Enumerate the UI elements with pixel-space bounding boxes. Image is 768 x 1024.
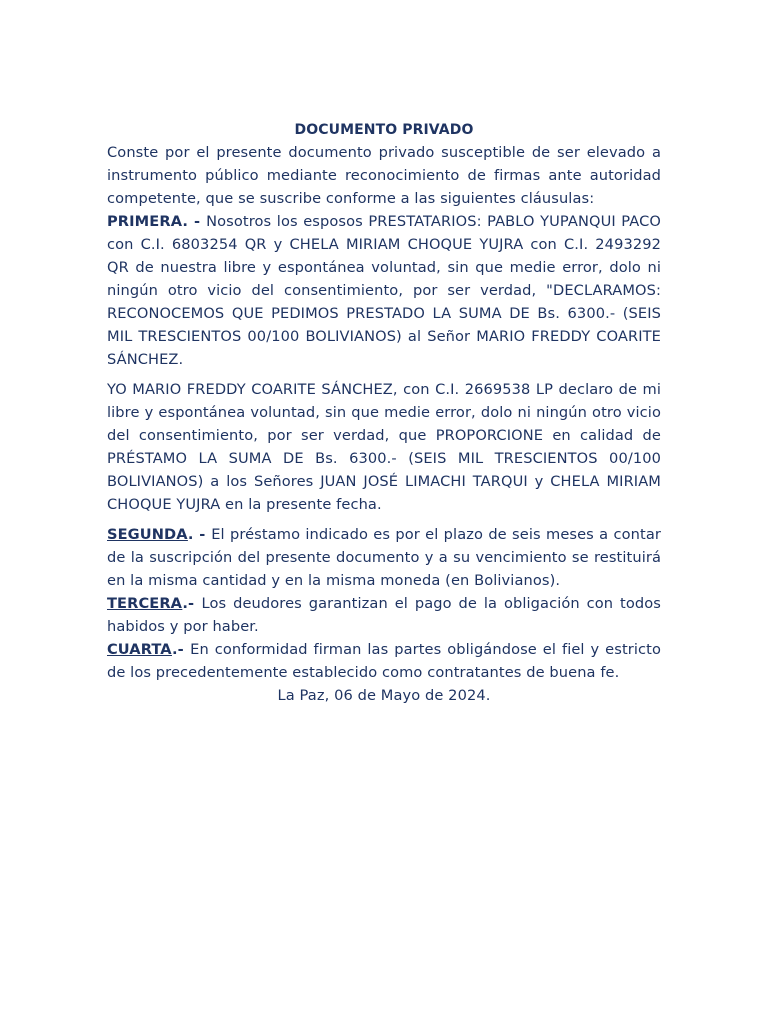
intro-text: Conste por el presente documento privado susceptible de ser elevado a instrumento público mediante reconocimiento de firmas ante autoridad competente, que se suscribe conforme a las siguientes cláusulas: xyxy=(107,144,661,207)
lender-declaration xyxy=(107,378,661,516)
lender-declaration-text: YO MARIO FREDDY COARITE SÁNCHEZ, con C.I. 2669538 LP declaro de mi libre y espontánea voluntad, sin que medie error, dolo ni ningún otro vicio del consentimiento, por ser verdad, que PROPORCIONE en calidad de PRÉSTAMO LA SUMA DE Bs. 6300.- (SEIS MIL TRESCIENTOS 00/100 BOLIVIANOS) a los Señores JUAN JOSÉ LIMACHI TARQUI y CHELA MIRIAM CHOQUE YUJRA en la presente fecha. xyxy=(107,381,661,513)
clause-tercera-separator: .- xyxy=(182,595,202,612)
clause-tercera-text: Los deudores garantizan el pago de la obligación con todos habidos y por haber. xyxy=(107,595,662,635)
clause-cuarta-label: CUARTA xyxy=(107,641,172,658)
clause-segunda-label: SEGUNDA xyxy=(107,526,188,543)
document-title: DOCUMENTO PRIVADO xyxy=(294,122,474,138)
clause-cuarta xyxy=(107,638,661,684)
clause-primera-text: Nosotros los esposos PRESTATARIOS: PABLO YUPANQUI PACO con C.I. 6803254 QR y CHELA MIRIAM CHOQUE YUJRA con C.I. 2493292 QR de nuestra libre y espontánea voluntad, sin que medie error, dolo ni ningún otro vicio del consentimiento, por ser verdad, "DECLARAMOS: RECONOCEMOS QUE PEDIMOS PRESTADO LA SUMA DE Bs. 6300.- (SEIS MIL TRESCIENTOS 00/100 BOLIVIANOS) al Señor MARIO FREDDY COARITE SÁNCHEZ. xyxy=(107,213,661,368)
clause-tercera-label: TERCERA xyxy=(107,595,183,612)
clause-segunda-text: El préstamo indicado es por el plazo de seis meses a contar de la suscripción del presente documento y a su vencimiento se restituirá en la misma cantidad y en la misma moneda (en Bolivianos). xyxy=(107,526,661,589)
place-date: La Paz, 06 de Mayo de 2024. xyxy=(277,687,491,704)
document-page xyxy=(107,120,661,707)
clause-primera xyxy=(107,210,661,371)
clause-cuarta-text: En conformidad firman las partes obligándose el fiel y estricto de los precedentemente establecido como contratantes de buena fe. xyxy=(107,641,661,681)
clause-segunda xyxy=(107,523,661,592)
clause-segunda-separator: . - xyxy=(187,526,212,543)
clause-primera-label: PRIMERA. xyxy=(107,213,189,230)
clause-primera-separator: - xyxy=(188,213,207,230)
clause-tercera xyxy=(107,592,661,638)
clause-cuarta-separator: .- xyxy=(171,641,191,658)
intro-paragraph xyxy=(107,141,661,210)
